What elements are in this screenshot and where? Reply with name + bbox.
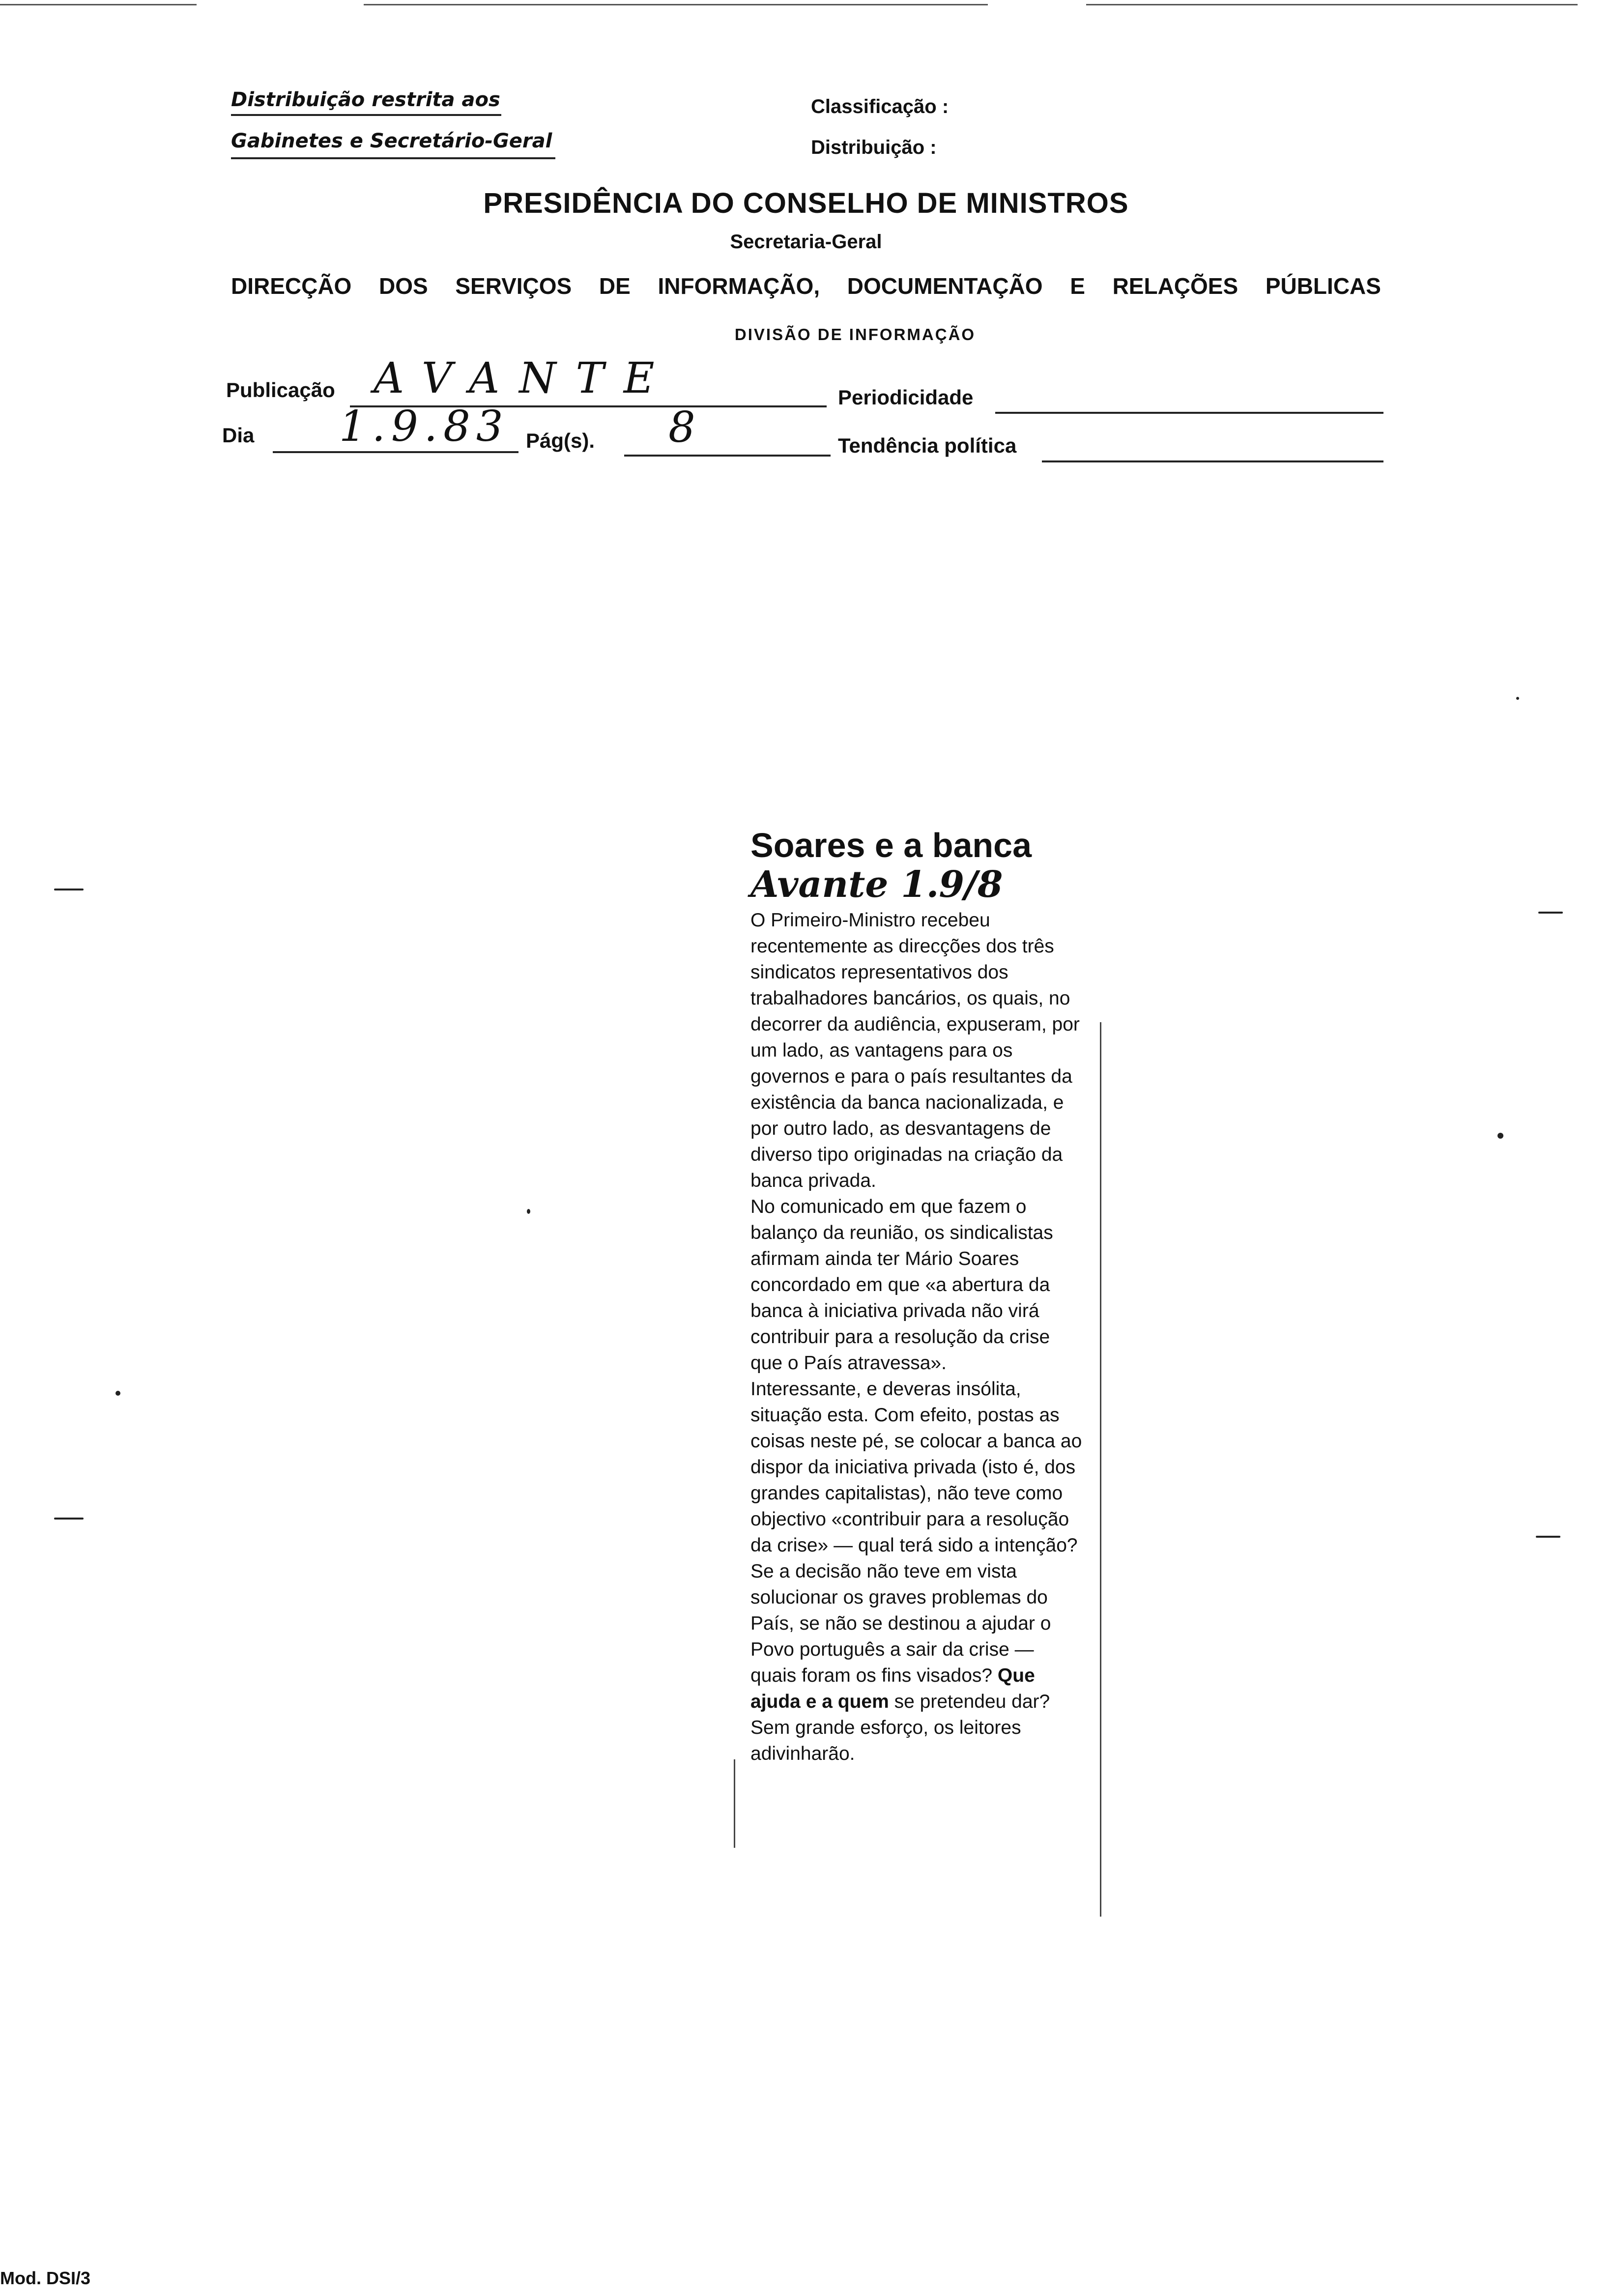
restriction-line-1: Distribuição restrita aos (231, 88, 500, 111)
scan-top-line (1086, 4, 1578, 5)
scan-mark (1497, 1133, 1503, 1139)
article-title: Soares e a banca (750, 826, 1032, 864)
day-label: Dia (222, 424, 255, 447)
scan-mark (527, 1209, 530, 1214)
publication-handwritten-value: AVANTE (374, 354, 674, 403)
article-paragraph: Sem grande esforço, os leitores adivinharão. (750, 1717, 1021, 1764)
pages-handwritten-value: 8 (668, 403, 695, 452)
clipping-edge (734, 1759, 735, 1848)
day-line (273, 451, 518, 453)
publication-label: Publicação (226, 378, 335, 402)
scan-top-line (0, 4, 197, 5)
page-subtitle: Secretaria-Geral (730, 231, 882, 253)
department-word: PÚBLICAS (1265, 273, 1381, 299)
scan-mark (54, 889, 84, 890)
day-handwritten-value: 1.9.83 (339, 402, 509, 451)
scan-top-line (364, 4, 988, 5)
article-bold-text: Que ajuda (750, 1665, 1035, 1712)
article-paragraph: No comunicado em que fazem o balanço da reunião, os sindicalistas afirmam ainda ter Mário Soares concordado em que «a abertura da banca à iniciativa privada não virá contribuir para a resolução da crise que o País atravessa». (750, 1196, 1053, 1374)
page-title: PRESIDÊNCIA DO CONSELHO DE MINISTROS (483, 187, 1129, 219)
scan-mark (1538, 912, 1563, 914)
department-word: DOS (379, 273, 428, 299)
restriction-underline (231, 114, 501, 116)
department-word: DOCUMENTAÇÃO (847, 273, 1043, 299)
periodicity-line (995, 412, 1383, 414)
pages-label: Pág(s). (526, 429, 595, 452)
article-paragraph: Interessante, e deveras insólita, situação esta. Com efeito, postas as coisas neste pé, se colocar a banca ao dispor da iniciativa privada (isto é, dos grandes capitalistas), não teve como objectivo «contribuir para a resolução da crise» — qual terá sido a intenção? (750, 1378, 1082, 1556)
article-body (750, 907, 1085, 1767)
department-word: DE (599, 273, 631, 299)
department-word: SERVIÇOS (455, 273, 572, 299)
article-bold-text: e (806, 1691, 817, 1712)
tendency-line (1042, 460, 1383, 462)
scan-mark (1536, 1536, 1560, 1538)
restriction-line-2: Gabinetes e Secretário-Geral (231, 130, 552, 152)
restriction-underline (231, 157, 555, 159)
department-word: RELAÇÕES (1112, 273, 1238, 299)
scan-mark (1516, 697, 1519, 700)
article-paragraph: O Primeiro-Ministro recebeu recentemente as direcções dos três sindicatos representativos dos trabalhadores bancários, os quais, no decorrer da audiência, expuseram, por um lado, as vantagens para os governos e para o país resultantes da existência da banca nacionalizada, e por outro lado, as desvantagens de diverso tipo originadas na criação da banca privada. (750, 910, 1080, 1191)
periodicity-label: Periodicidade (838, 386, 974, 409)
classification-label: Classificação : (811, 96, 949, 117)
pages-line (624, 455, 831, 457)
distribution-label: Distribuição : (811, 137, 937, 158)
article-paragraph (750, 1558, 1085, 1715)
article-handwritten-note: Avante 1.9/8 (750, 863, 1003, 906)
department-line (231, 273, 1381, 299)
department-word: DIRECÇÃO (231, 273, 352, 299)
article-text: Se a decisão não teve em vista solucionar os graves problemas do País, se não se destinou a ajudar o Povo português a sair da crise — quais foram os fins visados? (750, 1561, 1051, 1686)
article-text: se pretendeu dar? (894, 1691, 1050, 1712)
scan-mark (54, 1518, 84, 1520)
department-word: INFORMAÇÃO, (658, 273, 820, 299)
article-bold-text: a quem (822, 1691, 889, 1712)
department-word: E (1070, 273, 1085, 299)
scan-mark (115, 1391, 120, 1396)
clipping-edge (1100, 1022, 1101, 1917)
model-label: Mod. DSI/3 (0, 2268, 91, 2288)
tendency-label: Tendência política (838, 434, 1017, 457)
article-clipping (750, 826, 1085, 1767)
division-label: DIVISÃO DE INFORMAÇÃO (734, 325, 976, 344)
